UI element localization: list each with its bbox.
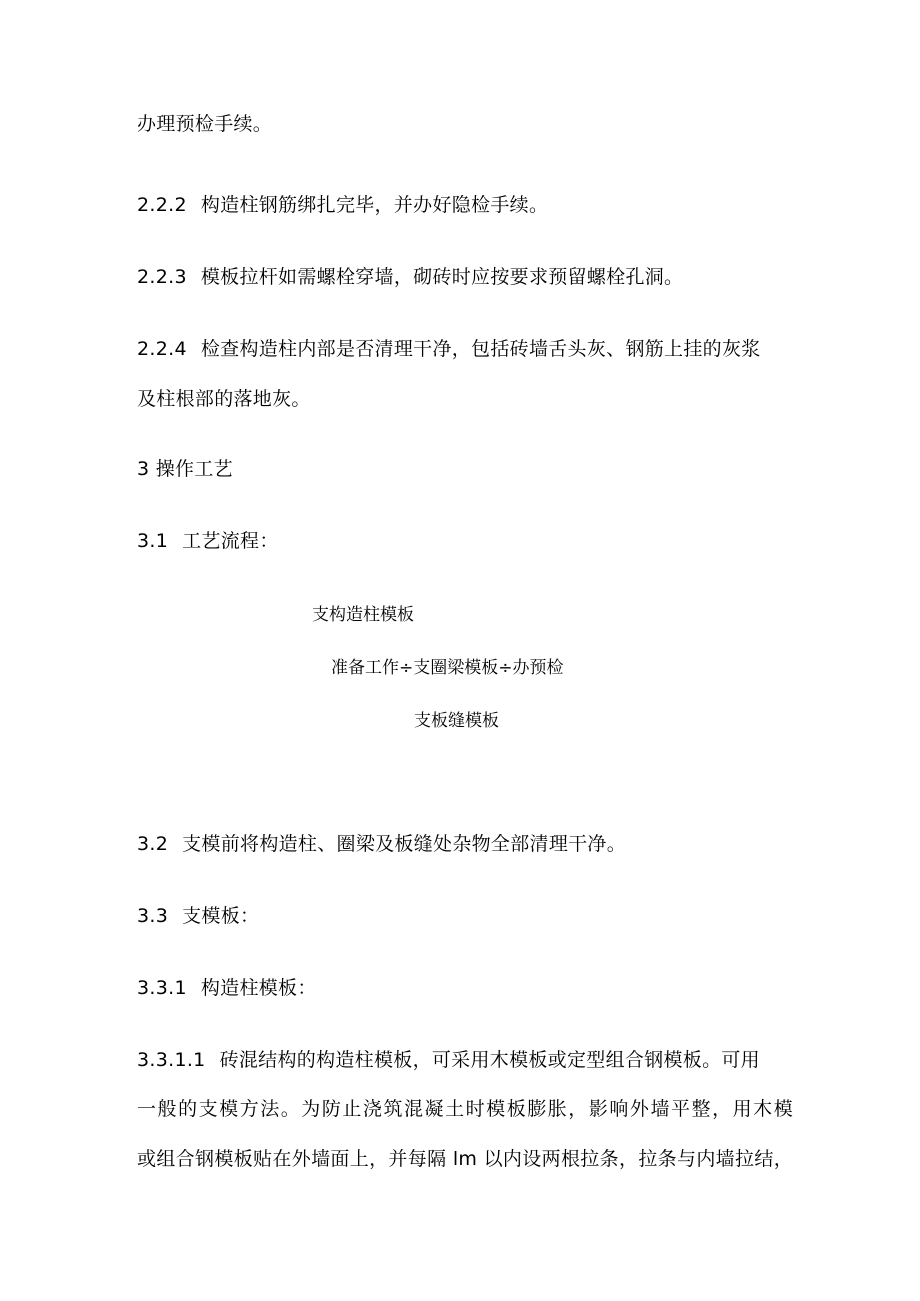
section-2-2-3 [137, 263, 683, 291]
section-text: 砖混结构的构造柱模板，可采用木模板或定型组合钢模板。可用 [219, 1049, 760, 1071]
section-3-1 [137, 527, 279, 555]
section-text: 工艺流程： [182, 530, 279, 552]
section-3-3-1 [137, 974, 317, 1002]
heading-text: 3 操作工艺 [137, 458, 233, 480]
section-number: 2.2.2 [137, 194, 187, 216]
section-text: 及柱根部的落地灰。 [137, 388, 311, 410]
section-text: 支模板： [182, 905, 260, 927]
section-3-3-1-1 [137, 1046, 760, 1074]
section-text: 构造柱模板： [200, 977, 317, 999]
section-2-2-2 [137, 191, 548, 219]
section-3-2 [137, 830, 626, 858]
section-3-3-1-1-continuation [137, 1145, 793, 1173]
section-number: 3.3.1.1 [137, 1049, 206, 1071]
flowchart-main-flow: 准备工作÷支圈梁模板÷办预检 [331, 658, 564, 678]
section-number: 3.1 [137, 530, 169, 552]
section-number: 2.2.3 [137, 266, 187, 288]
section-text: 一般的支模方法。为防止浇筑混凝土时模板膨胀，影响外墙平整，用木模 [137, 1098, 793, 1120]
section-number: 3.2 [137, 833, 169, 855]
section-3-3 [137, 902, 259, 930]
section-text: 构造柱钢筋绑扎完毕，并办好隐检手续。 [200, 194, 549, 216]
section-3-3-1-1-continuation [137, 1095, 793, 1123]
section-2-2-4-continuation [137, 385, 311, 413]
section-2-2-4 [137, 335, 761, 363]
heading-3 [137, 455, 233, 483]
flowchart-top-step: 支构造柱模板 [312, 605, 414, 625]
paragraph-text: 办理预检手续。 [137, 113, 273, 135]
section-text: 检查构造柱内部是否清理干净，包括砖墙舌头灰、钢筋上挂的灰浆 [200, 338, 761, 360]
section-text: 模板拉杆如需螺栓穿墙，砌砖时应按要求预留螺栓孔洞。 [200, 266, 684, 288]
section-number: 2.2.4 [137, 338, 187, 360]
section-number: 3.3 [137, 905, 169, 927]
section-number: 3.3.1 [137, 977, 187, 999]
section-text: 支模前将构造柱、圈梁及板缝处杂物全部清理干净。 [182, 833, 627, 855]
section-text: 或组合钢模板贴在外墙面上，并每隔 lm 以内设两根拉条，拉条与内墙拉结， [137, 1148, 793, 1170]
flowchart-bottom-step: 支板缝模板 [414, 711, 499, 731]
paragraph-continuation [137, 110, 272, 138]
